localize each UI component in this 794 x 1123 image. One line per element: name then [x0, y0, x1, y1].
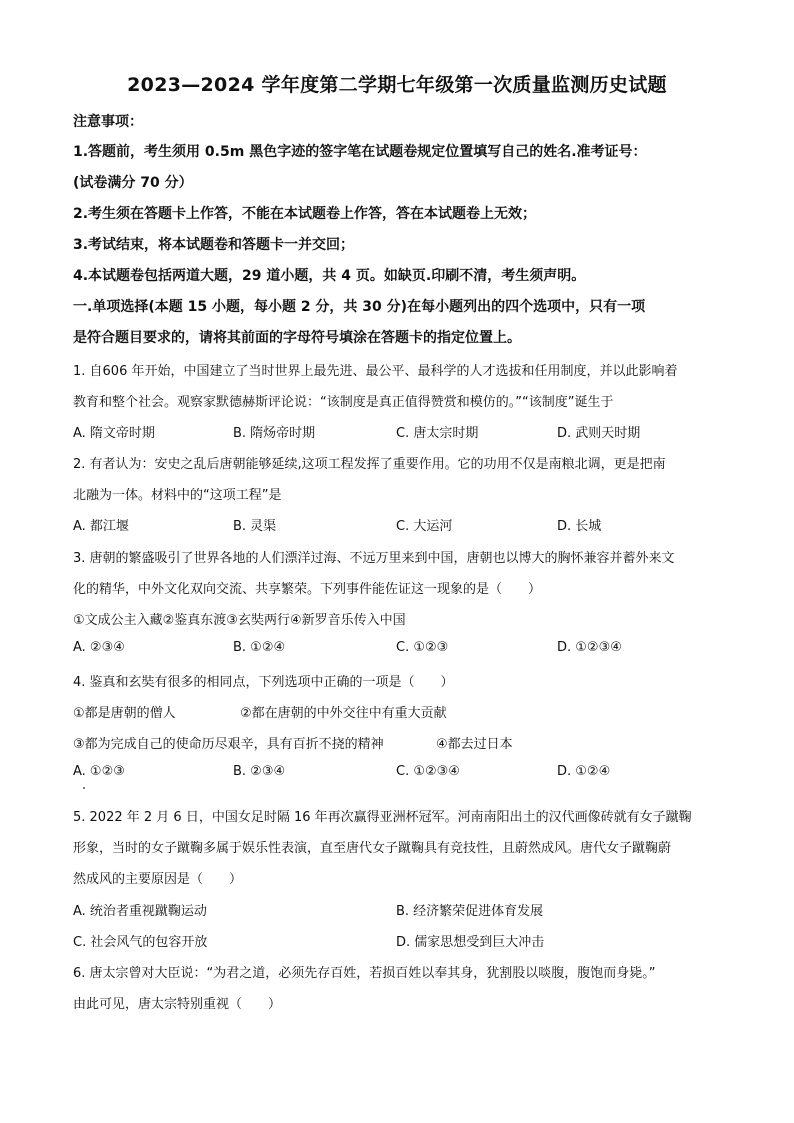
question-3-option-a: A. ②③④: [73, 640, 125, 655]
question-1-option-c: C. 唐太宗时期: [396, 426, 479, 441]
question-2-line-1: 2. 有者认为：安史之乱后唐朝能够延续,这项工程发挥了重要作用。它的功用不仅是南粮北调，更是把南: [73, 457, 666, 472]
question-5-option-b: B. 经济繁荣促进体育发展: [396, 904, 544, 919]
question-5-line-2: 形象，当时的女子蹴鞠多属于娱乐性表演，直至唐代女子蹴鞠具有竞技性，且蔚然成风。唐代女子蹴鞠蔚: [73, 841, 672, 856]
section-1-heading-line-2: 是符合题目要求的，请将其前面的字母符号填涂在答题卡的指定位置上。: [73, 330, 521, 346]
question-3-line-2: 化的精华，中外文化双向交流、共享繁荣。下列事件能佐证这一现象的是（ ）: [73, 582, 542, 597]
question-1-line-2: 教育和整个社会。观察家默德赫斯评论说：“该制度是真正值得赞赏和模仿的。”“该制度”诞生于: [73, 395, 614, 410]
note-2: 2.考生须在答题卡上作答，不能在本试题卷上作答，答在本试题卷上无效；: [73, 206, 537, 222]
question-3-line-3: ①文成公主入藏②鉴真东渡③玄奘两行④新罗音乐传入中国: [73, 613, 406, 628]
question-3-option-b: B. ①②④: [233, 640, 286, 655]
question-5-option-c: C. 社会风气的包容开放: [73, 935, 208, 950]
question-1-option-b: B. 隋炀帝时期: [233, 426, 316, 441]
question-4-line-1: 4. 鉴真和玄奘有很多的相同点，下列选项中正确的一项是（ ）: [73, 675, 454, 690]
note-4: 4.本试题卷包括两道大题，29 道小题，共 4 页。如缺页.印刷不清，考生须声明。: [73, 268, 586, 284]
question-4-statement-2: ②都在唐朝的中外交往中有重大贡献: [240, 706, 447, 721]
question-1-option-a: A. 隋文帝时期: [73, 426, 155, 441]
note-1-line-2: (试卷满分 70 分）: [73, 175, 193, 191]
exam-title: 2023—2024 学年度第二学期七年级第一次质量监测历史试题: [127, 74, 667, 96]
question-3-option-d: D. ①②③④: [557, 640, 622, 655]
question-6-line-1: 6. 唐太宗曾对大臣说：“为君之道，必须先存百姓，若损百姓以奉其身，犹割股以啖腹，腹饱而身毙。”: [73, 966, 656, 981]
question-4-option-d: D. ①②④: [557, 764, 611, 779]
question-2-line-2: 北融为一体。材料中的“这项工程”是: [73, 488, 282, 503]
question-2-option-d: D. 长城: [557, 519, 602, 534]
question-5-option-a: A. 统治者重视蹴鞠运动: [73, 904, 207, 919]
question-6-line-2: 由此可见，唐太宗特别重视（ ）: [73, 997, 282, 1012]
question-4-option-a: A. ①②③: [73, 764, 125, 779]
question-4-statement-3: ③都为完成自己的使命历尽艰辛，具有百折不挠的精神: [73, 737, 384, 752]
question-2-option-b: B. 灵渠: [233, 519, 277, 534]
section-1-heading-line-1: 一.单项选择(本题 15 小题，每小题 2 分，共 30 分)在每小题列出的四个选项中，只有一项: [73, 299, 646, 315]
note-1-line-1: 1.答题前，考生须用 0.5m 黑色字迹的签字笔在试题卷规定位置填写自己的姓名.准考证号：: [73, 144, 647, 160]
question-5-line-1: 5. 2022 年 2 月 6 日，中国女足时隔 16 年再次赢得亚洲杯冠军。河南南阳出土的汉代画像砖就有女子蹴鞠: [73, 810, 692, 825]
question-1-line-1: 1. 自606 年开始，中国建立了当时世界上最先进、最公平、最科学的人才选拔和任用制度，并以此影响着: [73, 364, 678, 379]
question-2-option-c: C. 大运河: [396, 519, 453, 534]
question-3-line-1: 3. 唐朝的繁盛吸引了世界各地的人们漂洋过海、不远万里来到中国，唐朝也以博大的胸怀兼容并蓄外来文: [73, 551, 675, 566]
question-4-statement-4: ④都去过日本: [436, 737, 513, 752]
stray-dot-mark: [83, 787, 85, 789]
note-3: 3.考试结束，将本试题卷和答题卡一并交回；: [73, 237, 355, 253]
question-4-option-c: C. ①②③④: [396, 764, 460, 779]
question-5-option-d: D. 儒家思想受到巨大冲击: [396, 935, 545, 950]
question-2-option-a: A. 都江堰: [73, 519, 129, 534]
notes-heading: 注意事项：: [73, 114, 143, 130]
question-4-option-b: B. ②③④: [233, 764, 286, 779]
question-1-option-d: D. 武则天时期: [557, 426, 641, 441]
question-3-option-c: C. ①②③: [396, 640, 449, 655]
question-4-statement-1: ①都是唐朝的僧人: [73, 706, 176, 721]
question-5-line-3: 然成风的主要原因是（ ）: [73, 872, 243, 887]
